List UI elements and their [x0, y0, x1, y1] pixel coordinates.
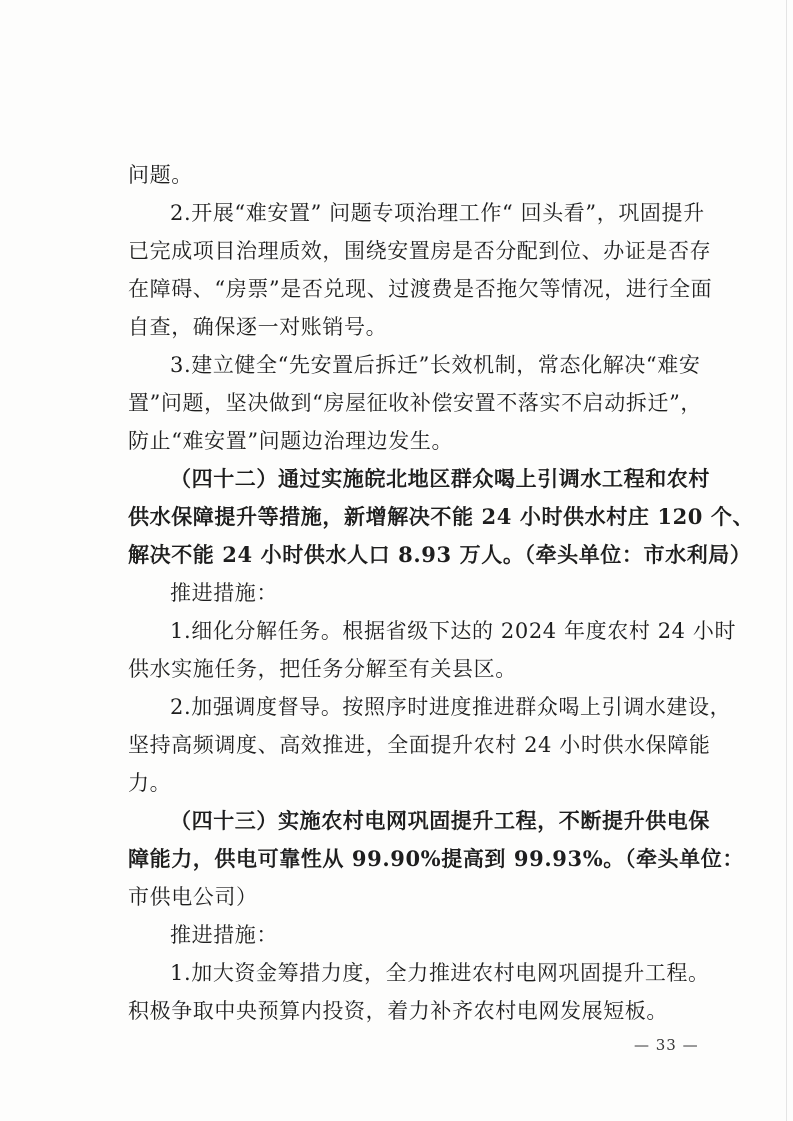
text-line: 2.开展“难安置” 问题专项治理工作“ 回头看”，巩固提升	[170, 201, 705, 225]
section-heading-line: 障能力，供电可靠性从 99.90%提高到 99.93%。（牵头单位：	[128, 846, 744, 871]
text-line: 力。	[128, 771, 172, 795]
text-line: 已完成项目治理质效，围绕安置房是否分配到位、办证是否存	[128, 239, 712, 263]
text-line: 市供电公司）	[128, 885, 258, 909]
text-line: 在障碍、“房票”是否兑现、过渡费是否拖欠等情况，进行全面	[128, 277, 713, 301]
section-heading-line: 供水保障提升等措施，新增解决不能 24 小时供水村庄 120 个、	[128, 504, 755, 529]
document-body	[128, 156, 755, 1030]
text-line: 积极争取中央预算内投资，着力补齐农村电网发展短板。	[128, 999, 668, 1023]
section-heading-line: （四十二）通过实施皖北地区群众喝上引调水工程和农村	[170, 466, 710, 491]
text-line: 1.细化分解任务。根据省级下达的 2024 年度农村 24 小时	[170, 619, 737, 643]
text-line: 自查，确保逐一对账销号。	[128, 315, 388, 339]
measures-label: 推进措施：	[170, 923, 278, 947]
text-line: 1.加大资金筹措力度，全力推进农村电网巩固提升工程。	[170, 961, 710, 985]
text-line: 3.建立健全“先安置后拆迁”长效机制，常态化解决“难安	[170, 353, 701, 377]
page-number: — 33 —	[634, 1036, 699, 1054]
text-line: 坚持高频调度、高效推进，全面提升农村 24 小时供水保障能	[128, 733, 711, 757]
section-heading-line: （四十三）实施农村电网巩固提升工程，不断提升供电保	[170, 808, 710, 833]
text-line: 问题。	[128, 163, 193, 187]
section-heading-line: 解决不能 24 小时供水人口 8.93 万人。（牵头单位：市水利局）	[128, 542, 752, 567]
text-line: 2.加强调度督导。按照序时进度推进群众喝上引调水建设，	[170, 695, 732, 719]
text-line: 置”问题，坚决做到“房屋征收补偿安置不落实不启动拆迁”，	[128, 391, 703, 415]
text-line: 供水实施任务，把任务分解至有关县区。	[128, 657, 517, 681]
scan-edge-divider	[786, 0, 787, 1121]
measures-label: 推进措施：	[170, 581, 278, 605]
text-line: 防止“难安置”问题边治理边发生。	[128, 429, 454, 453]
